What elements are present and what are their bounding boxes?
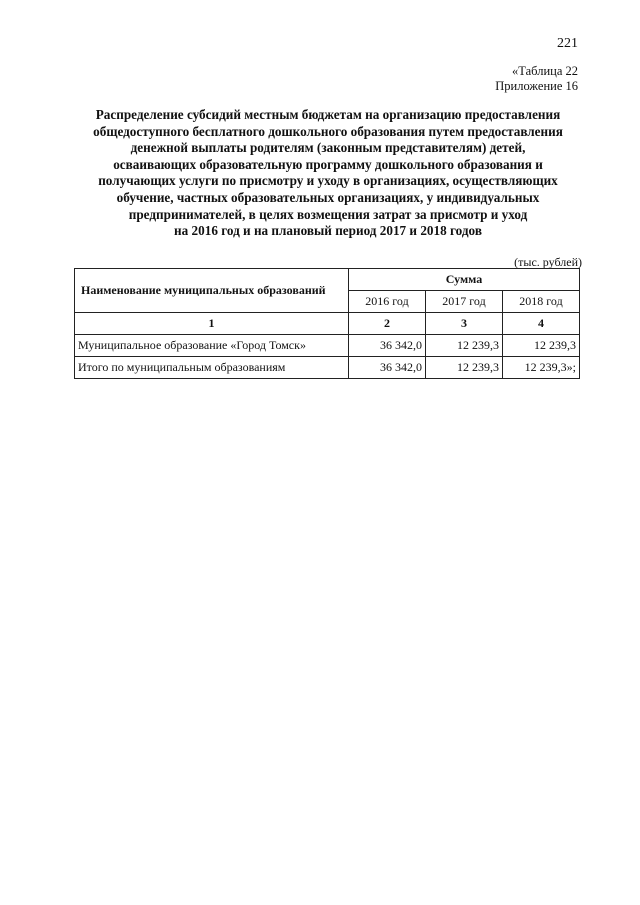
amount-2018: 12 239,3 (503, 335, 580, 357)
title-line: осваивающих образовательную программу дошкольного образования и (113, 156, 543, 172)
column-number: 1 (75, 313, 349, 335)
title-line: получающих услуги по присмотру и уходу в организациях, осуществляющих (98, 173, 558, 189)
column-number: 4 (503, 313, 580, 335)
column-number-row (75, 313, 580, 335)
header-year-2017: 2017 год (426, 291, 503, 313)
amount-2017: 12 239,3 (426, 335, 503, 357)
header-year-2016: 2016 год (349, 291, 426, 313)
title-line: Распределение субсидий местным бюджетам на организацию предоставления (95, 107, 561, 122)
title-line: на 2016 год и на плановый период 2017 и 2018 годов (174, 223, 482, 239)
title-line: денежной выплаты родителям (законным представителям) детей, (130, 140, 526, 156)
municipality-name: Муниципальное образование «Город Томск» (75, 335, 349, 357)
amount-2016: 36 342,0 (349, 335, 426, 357)
header-sum: Сумма (349, 269, 580, 291)
units-label: (тыс. рублей) (514, 255, 582, 269)
title-line: обучение, частных образовательных организациях, у индивидуальных (116, 189, 540, 205)
document-title (72, 107, 584, 240)
total-2016: 36 342,0 (349, 357, 426, 379)
total-2018: 12 239,3»; (503, 357, 580, 379)
appendix-number: Приложение 16 (495, 79, 578, 93)
total-row (75, 357, 580, 379)
total-label: Итого по муниципальным образованиям (75, 357, 349, 379)
appendix-reference (495, 64, 578, 94)
total-2017: 12 239,3 (426, 357, 503, 379)
header-municipality: Наименование муниципальных образований (75, 269, 349, 313)
title-line: предпринимателей, в целях возмещения затрат за присмотр и уход (128, 206, 528, 222)
title-line: общедоступного бесплатного дошкольного образования путем предоставления (93, 123, 563, 139)
subsidy-table (74, 268, 580, 379)
table-reference: «Таблица 22 (512, 64, 578, 78)
column-number: 2 (349, 313, 426, 335)
column-number: 3 (426, 313, 503, 335)
page-number: 221 (557, 36, 578, 51)
table-header-row (75, 269, 580, 291)
table-row (75, 335, 580, 357)
header-year-2018: 2018 год (503, 291, 580, 313)
